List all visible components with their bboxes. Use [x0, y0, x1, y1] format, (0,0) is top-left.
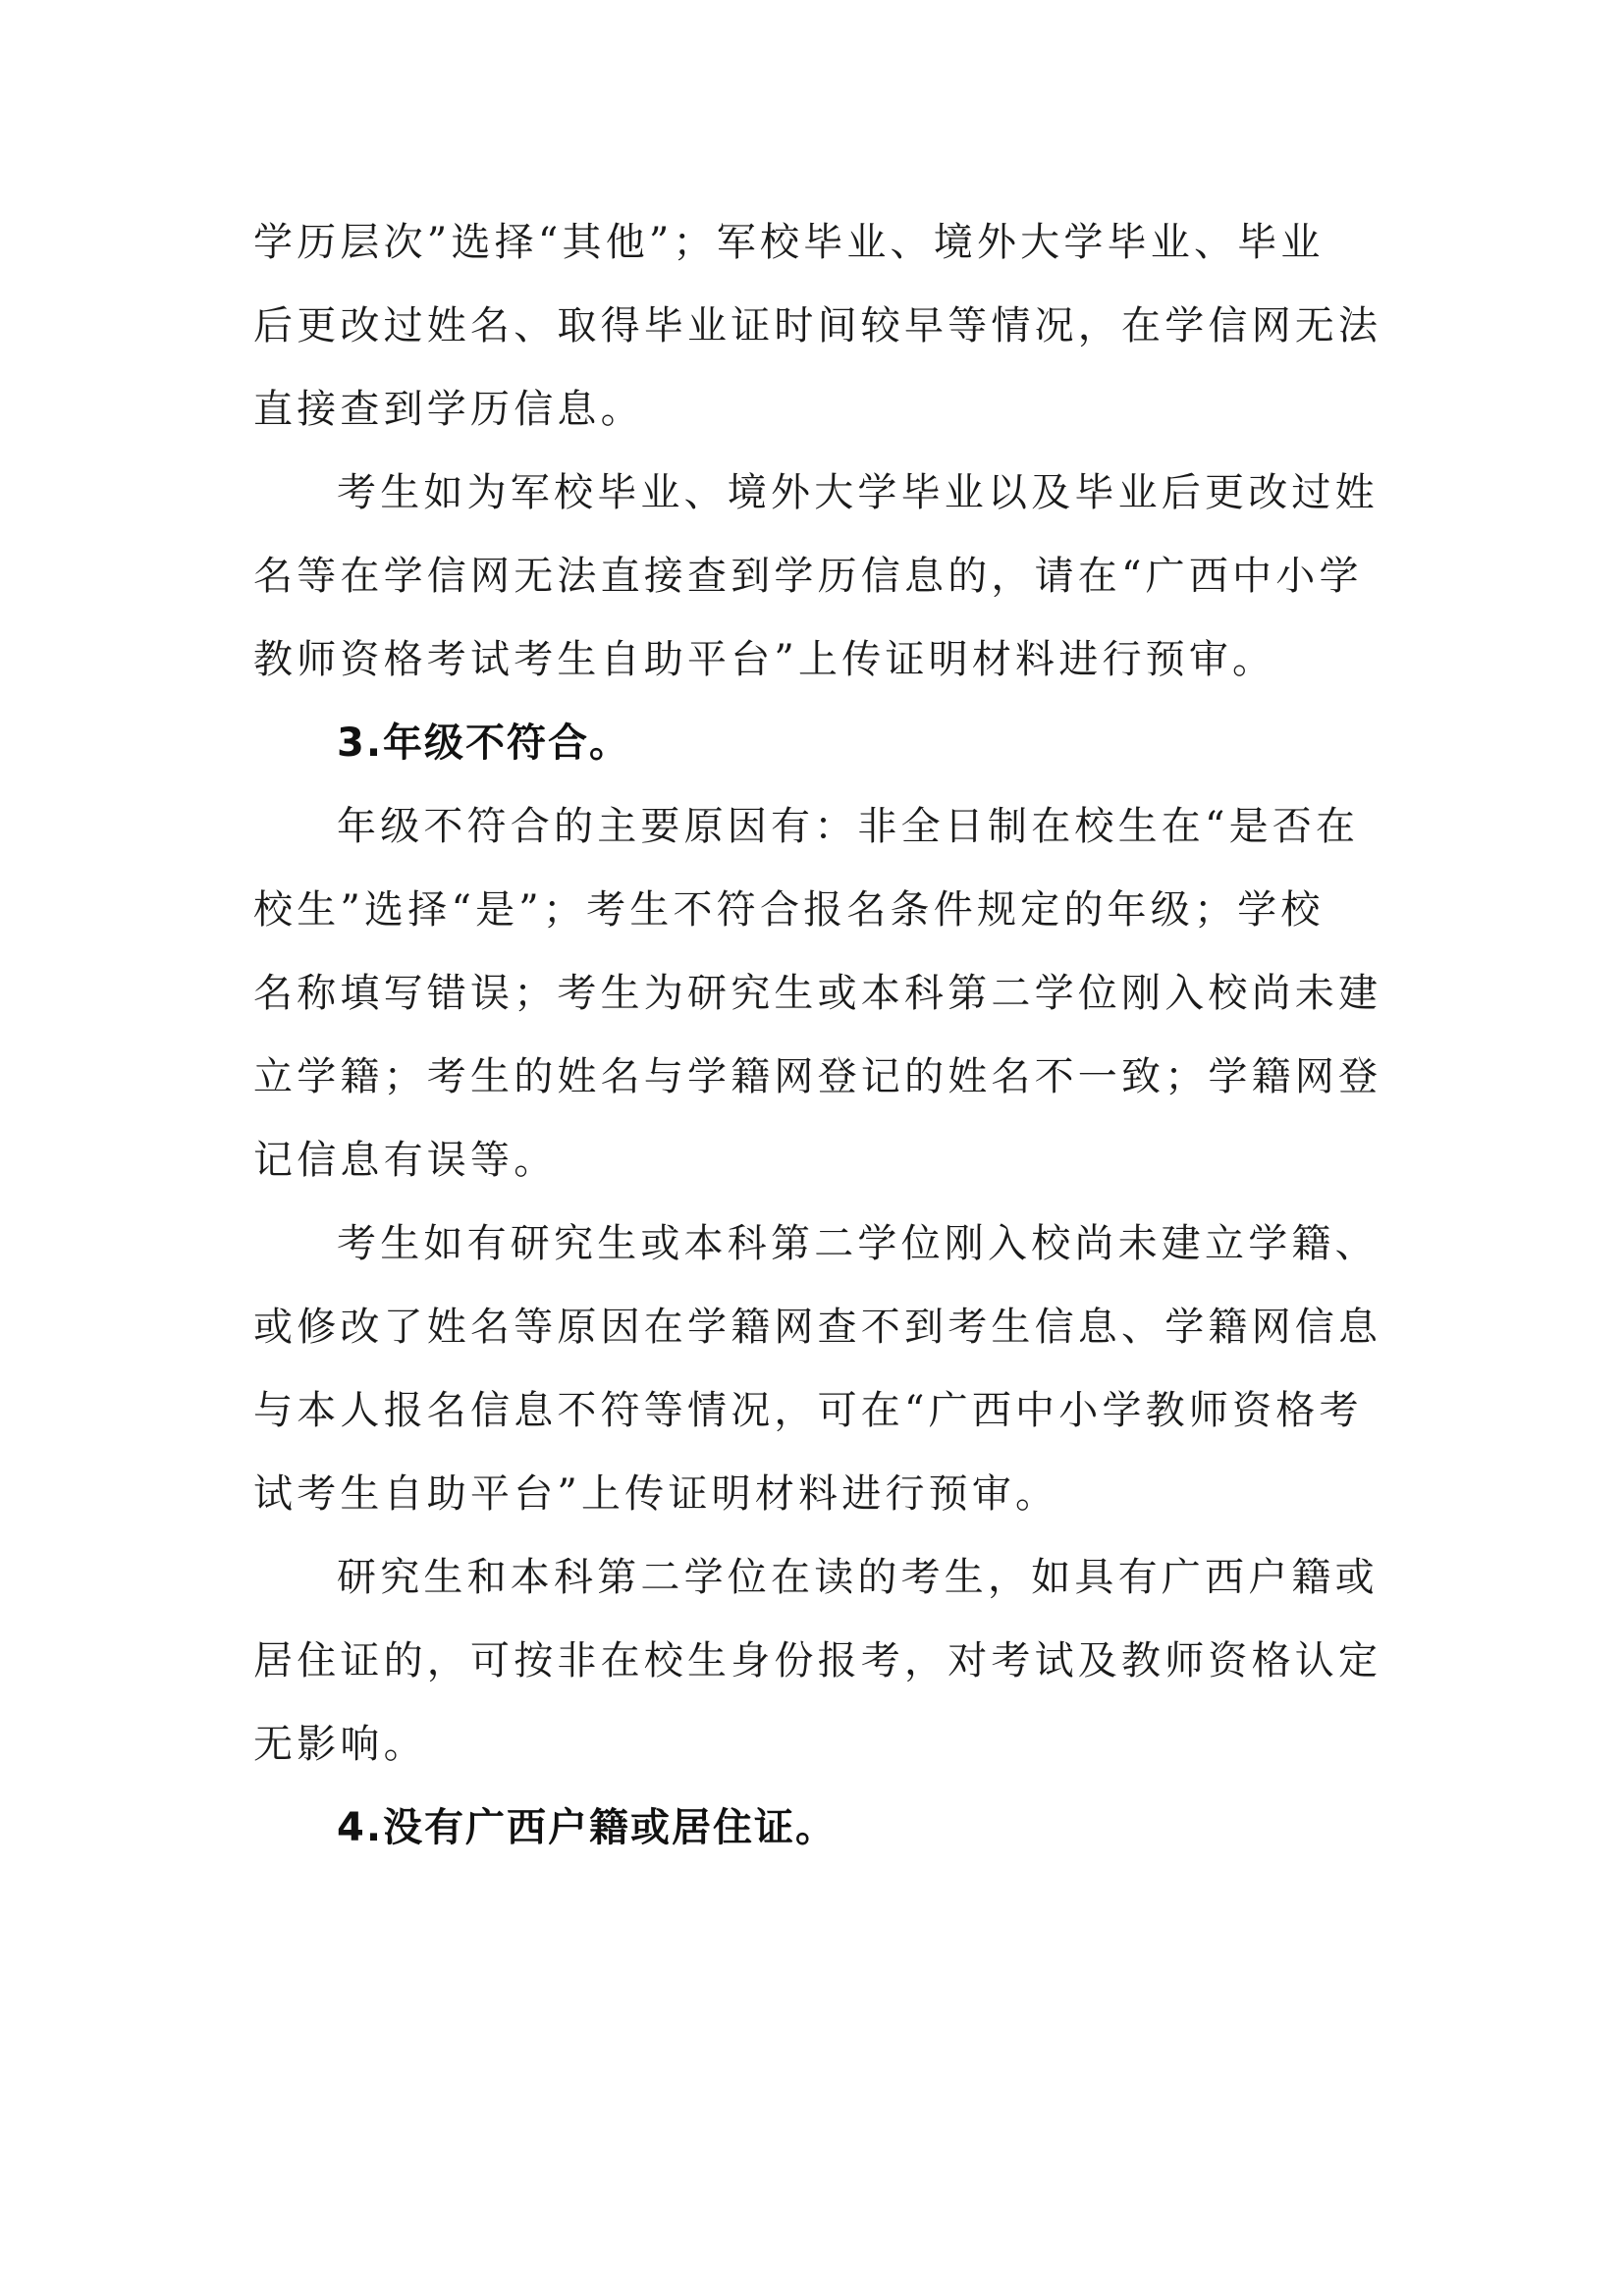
text-line: 研究生和本科第二学位在读的考生，如具有广西户籍或: [337, 1555, 1379, 1600]
section-heading-no-household-registration: 4.没有广西户籍或居住证。: [337, 1805, 838, 1850]
text-line: 立学籍；考生的姓名与学籍网登记的姓名不一致；学籍网登: [253, 1054, 1382, 1099]
text-line: 直接查到学历信息。: [253, 387, 644, 432]
text-line: 与本人报名信息不符等情况，可在“广西中小学教师资格考: [253, 1388, 1363, 1433]
text-line: 考生如为军校毕业、境外大学毕业以及毕业后更改过姓: [337, 470, 1379, 515]
text-line: 无影响。: [253, 1722, 427, 1767]
text-line: 考生如有研究生或本科第二学位刚入校尚未建立学籍、: [337, 1221, 1379, 1266]
section-heading-grade-mismatch: 3.年级不符合。: [337, 721, 631, 766]
text-line: 学历层次”选择“其他”；军校毕业、境外大学毕业、毕业: [253, 220, 1325, 265]
text-line: 教师资格考试考生自助平台”上传证明材料进行预审。: [253, 637, 1276, 682]
text-line: 居住证的，可按非在校生身份报考，对考试及教师资格认定: [253, 1638, 1382, 1683]
text-line: 年级不符合的主要原因有：非全日制在校生在“是否在: [337, 804, 1360, 849]
text-line: 试考生自助平台”上传证明材料进行预审。: [253, 1471, 1059, 1517]
text-line: 校生”选择“是”；考生不符合报名条件规定的年级；学校: [253, 887, 1325, 933]
text-line: 名等在学信网无法直接查到学历信息的，请在“广西中小学: [253, 554, 1363, 599]
text-line: 名称填写错误；考生为研究生或本科第二学位刚入校尚未建: [253, 971, 1382, 1016]
text-line: 或修改了姓名等原因在学籍网查不到考生信息、学籍网信息: [253, 1305, 1382, 1350]
text-line: 记信息有误等。: [253, 1138, 558, 1183]
text-line: 后更改过姓名、取得毕业证时间较早等情况，在学信网无法: [253, 303, 1382, 348]
